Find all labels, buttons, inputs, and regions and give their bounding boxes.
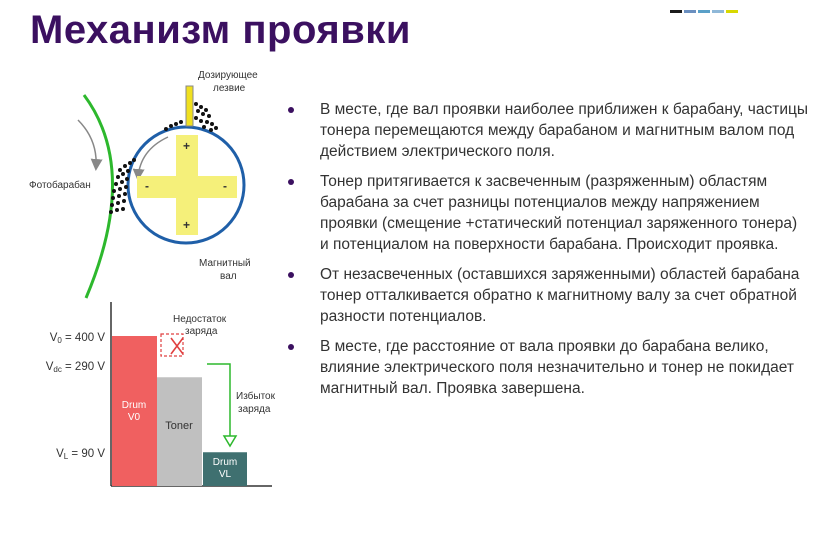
voltage-chart [46,302,276,486]
bar-drum-vl-label-1: Drum [212,457,238,468]
shortage-label-line1: Недостаток [173,314,227,325]
color-mark [684,10,696,13]
pole-minus-right: - [223,179,227,193]
color-mark [698,10,710,13]
diagram-area [0,0,290,545]
bullet-dot [288,344,294,350]
color-mark [712,10,724,13]
roller-label-line2: вал [220,271,237,282]
photodrum-arc [84,95,113,298]
bullet-dot [288,272,294,278]
bar-drum-v0-label-1: Drum [121,400,147,411]
blade-label-line2: лезвие [213,83,246,94]
bullet-dot [288,179,294,185]
excess-arrowhead [224,436,236,446]
bullet-item: В месте, где вал проявки наиболее приближен к барабану, частицы тонера перемещаются между барабаном и магнитным валом под действием электрического поля. [288,99,808,162]
pole-minus-left: - [145,179,149,193]
bar-drum-v0 [112,336,157,486]
color-mark [670,10,682,13]
excess-label-line1: Избыток [236,391,275,402]
vl-axis-label: VL = 90 V [56,448,105,461]
excess-label-line2: заряда [238,404,271,415]
photodrum-label: Фотобарабан [29,180,91,191]
vdc-axis-label: Vdc = 290 V [45,361,105,374]
bar-toner-label: Toner [165,420,193,432]
blade-label-line1: Дозирующее [198,70,258,81]
roller-label-line1: Магнитный [199,258,251,269]
pole-plus-bottom: + [183,218,191,232]
bullet-item: В месте, где расстояние от вала проявки до барабана велико, влияние электрического поля незначительно и тонер не покидает магнитный вал. Проявка завершена. [288,336,808,399]
doctor-blade [186,86,193,126]
drum-rotation-arrow [78,120,96,168]
v0-axis-label: V0 = 400 V [49,332,105,345]
bar-drum-vl-label-2: VL [218,469,232,480]
bullet-item: От незасвеченных (оставшихся заряженными) областей барабана тонер отталкивается обратно к магнитному валу за счет обратной разности потенциалов. [288,264,808,327]
excess-arrow [207,364,230,440]
decorative-color-strip [670,0,740,18]
shortage-cross-icon [171,338,183,354]
color-mark [726,10,738,13]
page-title: Механизм проявки [30,8,411,52]
magnet-horizontal [137,176,237,198]
bar-drum-v0-label-2: V0 [127,412,141,423]
pole-plus-top: + [183,139,191,153]
bullet-item: Тонер притягивается к засвеченным (разряженным) областям барабана за счет разницы потенциалов между напряжением проявки (смещение +статический потенциал заряженного тонера) и потенциалом на поверхности барабана. Происходит проявка. [288,171,808,255]
bullet-dot [288,107,294,113]
bullet-list [288,99,808,408]
shortage-label-line2: заряда [185,326,218,337]
